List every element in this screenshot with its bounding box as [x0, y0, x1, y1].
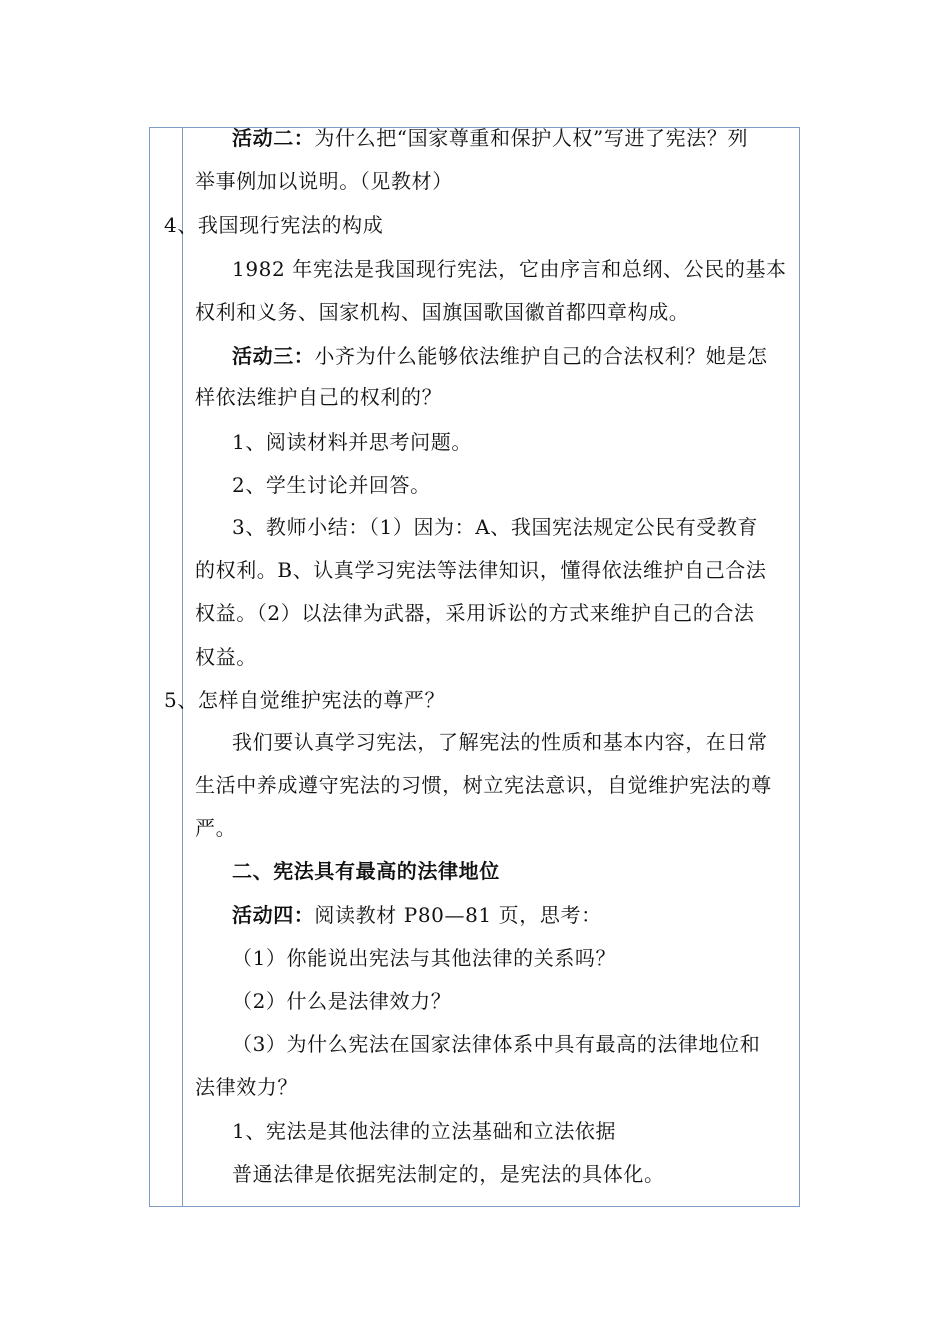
activity-2-line-2: 举事例加以说明。（见教材）	[195, 169, 453, 193]
dignity-paragraph-line-3: 严。	[195, 816, 237, 840]
dignity-paragraph-line-2: 生活中养成遵守宪法的习惯，树立宪法意识，自觉维护宪法的尊	[195, 773, 772, 797]
question-3-line-2: 法律效力？	[195, 1075, 298, 1099]
step-3-line-2: 的权利。B、认真学习宪法等法律知识，懂得依法维护自己合法	[195, 558, 767, 582]
section-two-heading: 二、宪法具有最高的法律地位	[232, 859, 500, 883]
question-3-line-1: （3）为什么宪法在国家法律体系中具有最高的法律地位和	[232, 1032, 761, 1056]
activity-3-text: 小齐为什么能够依法维护自己的合法权利？她是怎	[314, 344, 768, 368]
step-3-line-1: 3、教师小结：（1）因为：A、我国宪法规定公民有受教育	[232, 515, 759, 539]
activity-4-text: 阅读教材 P80—81 页，思考：	[314, 903, 602, 927]
activity-2-label: 活动二：	[232, 126, 315, 150]
activity-3-line-2: 样依法维护自己的权利的？	[195, 385, 443, 409]
section-4-heading: 4、我国现行宪法的构成	[164, 213, 384, 237]
point-1-text: 普通法律是依据宪法制定的，是宪法的具体化。	[232, 1162, 665, 1186]
activity-3-line-1	[232, 342, 768, 370]
constitution-paragraph-line-1: 1982 年宪法是我国现行宪法，它由序言和总纲、公民的基本	[232, 257, 787, 281]
question-2: （2）什么是法律效力？	[232, 989, 452, 1013]
question-1: （1）你能说出宪法与其他法律的关系吗？	[232, 946, 617, 970]
activity-4-line	[232, 901, 602, 929]
activity-2-line-1	[232, 124, 748, 152]
column-divider	[182, 127, 183, 1207]
constitution-paragraph-line-2: 权利和义务、国家机构、国旗国歌国徽首都四章构成。	[195, 300, 690, 324]
point-1-heading: 1、宪法是其他法律的立法基础和立法依据	[232, 1119, 617, 1143]
activity-4-label: 活动四：	[232, 903, 315, 927]
activity-2-text: 为什么把“国家尊重和保护人权”写进了宪法？列	[314, 126, 749, 150]
step-3-line-4: 权益。	[195, 645, 257, 669]
dignity-paragraph-line-1: 我们要认真学习宪法，了解宪法的性质和基本内容，在日常	[232, 730, 768, 754]
activity-3-label: 活动三：	[232, 344, 315, 368]
step-2: 2、学生讨论并回答。	[232, 473, 431, 497]
step-3-line-3: 权益。（2）以法律为武器，采用诉讼的方式来维护自己的合法	[195, 601, 755, 625]
step-1: 1、阅读材料并思考问题。	[232, 430, 472, 454]
section-5-heading: 5、怎样自觉维护宪法的尊严？	[164, 688, 446, 712]
